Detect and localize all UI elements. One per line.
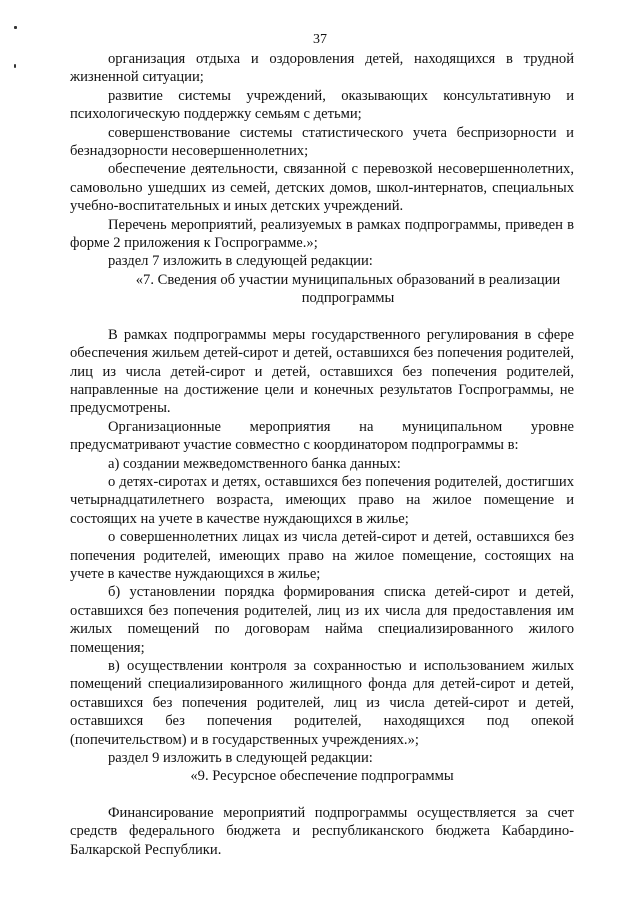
spacer [70, 786, 574, 804]
paragraph: о детях-сиротах и детях, оставшихся без попечения родителей, достигших четырнадцатилетнего возраста, имеющих право на жилое помещение и состоящих на учете в качестве нуждающихся в жилье; [70, 473, 574, 527]
page-number: 37 [313, 32, 327, 47]
paragraph: Финансирование мероприятий подпрограммы осуществляется за счет средств федерального бюджета и республиканского бюджета Кабардино-Балкарской Республики. [70, 804, 574, 858]
margin-mark [14, 26, 17, 29]
paragraph: Перечень мероприятий, реализуемых в рамках подпрограммы, приведен в форме 2 приложения к Госпрограмме.»; [70, 216, 574, 252]
spacer [70, 308, 574, 326]
paragraph: развитие системы учреждений, оказывающих консультативную и психологическую поддержку семьям с детьми; [70, 87, 574, 123]
paragraph: совершенствование системы статистического учета беспризорности и безнадзорности несовершеннолетних; [70, 124, 574, 160]
paragraph: а) создании межведомственного банка данных: [108, 455, 401, 472]
paragraph: б) установлении порядка формирования списка детей-сирот и детей, оставшихся без попечения родителей, лиц из их числа для предоставления им жилых помещений по договорам найма специализированного жилого помещения; [70, 584, 574, 656]
section-heading: «9. Ресурсное обеспечение подпрограммы [190, 768, 454, 785]
section-heading: «7. Сведения об участии муниципальных образований в реализации подпрограммы [135, 271, 561, 307]
paragraph: организация отдыха и оздоровления детей, находящихся в трудной жизненной ситуации; [70, 51, 574, 86]
paragraph: раздел 9 изложить в следующей редакции: [108, 750, 373, 767]
document-body [70, 50, 574, 859]
margin-mark [14, 64, 16, 68]
paragraph: В рамках подпрограммы меры государственного регулирования в сфере обеспечения жильем детей-сирот и детей, оставшихся без попечения родителей, лиц из числа детей-сирот и детей, оставшихся без попечения родителей, направленные на достижение цели и конечных результатов Госпрограммы, не предусмотрены. [70, 326, 574, 417]
paragraph: о совершеннолетних лицах из числа детей-сирот и детей, оставшихся без попечения родителей, имеющих право на жилое помещение, состоящих на учете в качестве нуждающихся в жилье; [70, 529, 574, 582]
paragraph: обеспечение деятельности, связанной с перевозкой несовершеннолетних, самовольно ушедших из семей, детских домов, школ-интернатов, специальных учебно-воспитательных и иных детских учреждений. [70, 161, 574, 215]
paragraph: в) осуществлении контроля за сохранностью и использованием жилых помещений специализированного жилищного фонда для детей-сирот и детей, оставшихся без попечения родителей, лиц из числа детей-сирот и детей, оставшихся без попечения родителей, находящихся под опекой (попечительством) и в государственных учреждениях.»; [70, 658, 574, 748]
paragraph: Организационные мероприятия на муниципальном уровне предусматривают участие совместно с координатором подпрограммы в: [70, 418, 574, 454]
paragraph: раздел 7 изложить в следующей редакции: [108, 253, 373, 270]
